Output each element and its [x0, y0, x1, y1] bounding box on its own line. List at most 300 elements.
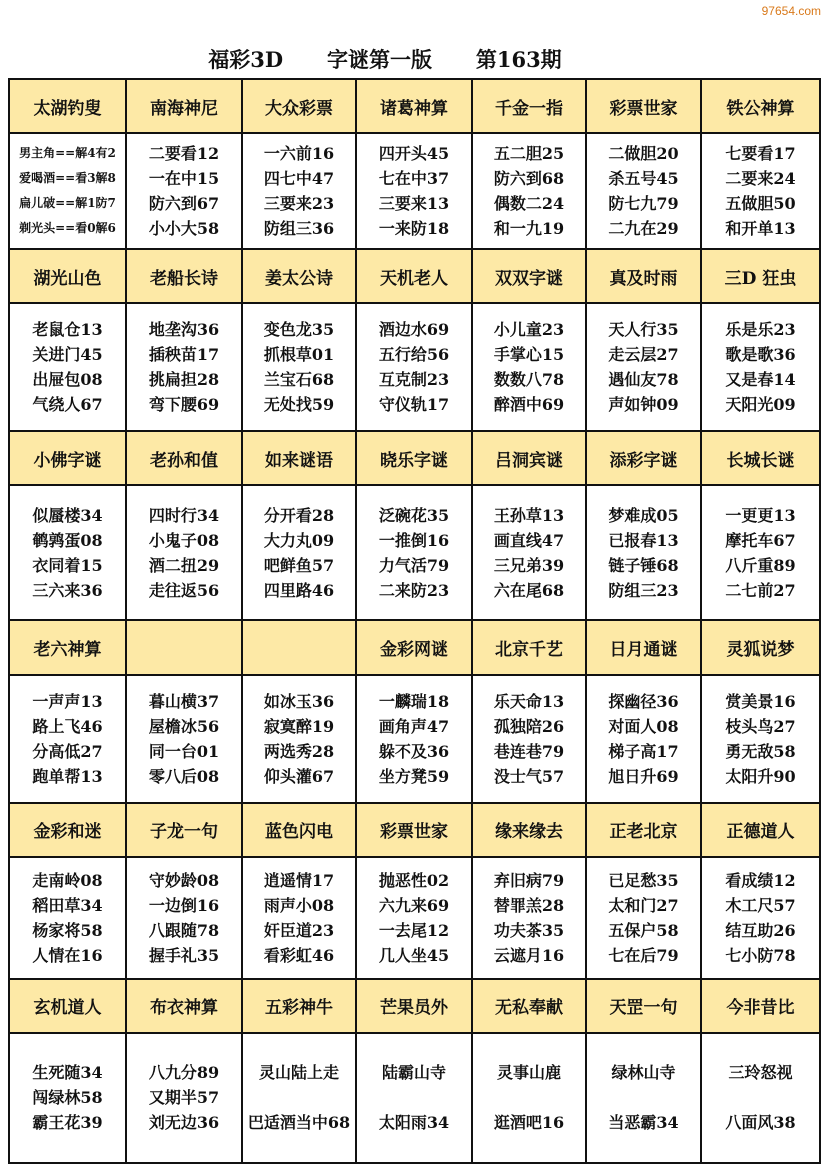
- puzzle-line: 三兄弟39: [493, 555, 565, 575]
- puzzle-line: 巷连巷79: [493, 741, 565, 761]
- column-header: [242, 431, 356, 485]
- column-header: [9, 431, 126, 485]
- puzzle-line: 逛酒吧16: [493, 1113, 565, 1133]
- puzzle-cell: [126, 675, 242, 803]
- puzzle-line: 太和门27: [608, 895, 679, 915]
- puzzle-line: 看成绩12: [725, 870, 796, 890]
- puzzle-cell: [586, 1033, 701, 1163]
- puzzle-line: 没士气57: [493, 766, 565, 786]
- puzzle-line: 防六到67: [148, 194, 220, 214]
- column-header-label: 五彩神牛: [265, 998, 333, 1019]
- puzzle-line: 分高低27: [32, 741, 103, 761]
- column-header: [472, 431, 586, 485]
- column-header-label: 布衣神算: [150, 998, 218, 1019]
- puzzle-line: 歌是歌36: [725, 345, 796, 365]
- puzzle-line: 躲不及36: [378, 741, 450, 761]
- puzzle-line: 手掌心15: [493, 345, 565, 365]
- puzzle-line: 小小大58: [148, 219, 220, 239]
- puzzle-line: 遇仙友78: [608, 370, 679, 390]
- column-header: [472, 803, 586, 857]
- puzzle-line: 七小防78: [725, 945, 796, 965]
- column-header-label: 长城长谜: [726, 450, 795, 471]
- column-header: [126, 431, 242, 485]
- puzzle-line: 七在中37: [378, 169, 450, 189]
- puzzle-cell: [701, 1033, 820, 1163]
- puzzle-cell: [9, 1033, 126, 1163]
- puzzle-line: 地垄沟36: [148, 320, 220, 340]
- puzzle-cell: [586, 485, 701, 620]
- puzzle-line: 旭日升69: [608, 766, 679, 786]
- puzzle-line: 生死随34: [32, 1063, 103, 1083]
- puzzle-line: 衣同着15: [32, 555, 103, 575]
- column-header-label: 正德道人: [726, 822, 795, 843]
- puzzle-line: 老鼠仓13: [32, 320, 103, 340]
- puzzle-line: 同一台01: [148, 741, 220, 761]
- column-header-label: 湖光山色: [33, 268, 102, 289]
- puzzle-cell: [586, 133, 701, 249]
- puzzle-line: 如冰玉36: [263, 691, 335, 711]
- column-header: [586, 620, 701, 674]
- puzzle-cell: [9, 857, 126, 979]
- puzzle-line: 三六来36: [32, 580, 103, 600]
- puzzle-line: [243, 1085, 355, 1110]
- puzzle-line: 剃光头==看0解6: [19, 221, 116, 236]
- puzzle-cell: [126, 303, 242, 431]
- puzzle-cell: [701, 857, 820, 979]
- column-header-label: 灵狐说梦: [726, 639, 795, 660]
- puzzle-line: 走云层27: [608, 345, 679, 365]
- puzzle-line: 一边倒16: [148, 895, 220, 915]
- puzzle-line: 陆霸山寺: [381, 1063, 446, 1083]
- puzzle-line: 太阳雨34: [378, 1113, 450, 1133]
- puzzle-line: 爱喝酒==看3解8: [19, 171, 116, 186]
- puzzle-line: 弯下腰69: [148, 395, 220, 415]
- puzzle-line: 雨声小08: [263, 895, 335, 915]
- puzzle-line: 无处找59: [263, 395, 335, 415]
- puzzle-line: 一在中15: [148, 169, 220, 189]
- puzzle-line: 乐是乐23: [725, 320, 796, 340]
- puzzle-cell: [586, 857, 701, 979]
- column-header: [126, 979, 242, 1033]
- column-header-label: 金彩网谜: [380, 639, 448, 660]
- puzzle-cell: [701, 303, 820, 431]
- puzzle-line: 二七前27: [725, 580, 796, 600]
- puzzle-line: 已足愁35: [608, 870, 679, 890]
- column-header: [356, 431, 472, 485]
- column-header-label: 无私奉献: [495, 998, 563, 1019]
- puzzle-line: 关进门45: [32, 345, 103, 365]
- puzzle-line: 梦难成05: [608, 505, 679, 525]
- puzzle-line: 扁儿破==解1防7: [19, 196, 116, 211]
- column-header: [701, 803, 820, 857]
- column-header-label: 老船长诗: [150, 268, 218, 289]
- puzzle-line: 又期半57: [148, 1088, 220, 1108]
- puzzle-line: 天阳光09: [725, 395, 796, 415]
- column-header: [242, 249, 356, 303]
- puzzle-line: 一声声13: [32, 691, 103, 711]
- column-header: [586, 249, 701, 303]
- puzzle-line: 霸王花39: [32, 1113, 103, 1133]
- puzzle-cell: [9, 133, 126, 249]
- puzzle-grid: [8, 78, 821, 1164]
- puzzle-line: [702, 1085, 819, 1110]
- puzzle-line: 五二胆25: [493, 144, 565, 164]
- puzzle-cell: [356, 857, 472, 979]
- puzzle-line: 一来防18: [378, 219, 450, 239]
- column-header: [586, 979, 701, 1033]
- puzzle-line: 六九来69: [378, 895, 450, 915]
- puzzle-line: 声如钟09: [608, 395, 679, 415]
- puzzle-cell: [9, 675, 126, 803]
- puzzle-line: 五做胆50: [725, 194, 796, 214]
- puzzle-line: 三玲怒视: [728, 1063, 793, 1083]
- puzzle-line: 和一九19: [493, 219, 565, 239]
- column-header: [9, 79, 126, 133]
- puzzle-line: 和开单13: [725, 219, 796, 239]
- puzzle-cell: [356, 675, 472, 803]
- puzzle-cell: [701, 133, 820, 249]
- puzzle-line: 枝头鸟27: [725, 716, 796, 736]
- column-header: [472, 249, 586, 303]
- puzzle-line: 绿林山寺: [611, 1063, 676, 1083]
- puzzle-cell: [356, 485, 472, 620]
- puzzle-line: 五保户58: [608, 920, 679, 940]
- content-row: [9, 675, 820, 803]
- puzzle-cell: [242, 303, 356, 431]
- content-row: [9, 857, 820, 979]
- column-header: [356, 249, 472, 303]
- content-row: [9, 1033, 820, 1163]
- puzzle-line: 结互助26: [725, 920, 796, 940]
- column-header-label: 添彩字谜: [609, 450, 678, 471]
- column-header-label: 真及时雨: [609, 268, 678, 289]
- puzzle-line: 画角声47: [378, 716, 450, 736]
- puzzle-line: 二要来24: [725, 169, 796, 189]
- puzzle-cell: [9, 485, 126, 620]
- puzzle-cell: [356, 133, 472, 249]
- column-header: [701, 249, 820, 303]
- puzzle-cell: [472, 1033, 586, 1163]
- puzzle-line: 防组三23: [608, 580, 679, 600]
- puzzle-line: 防七九79: [608, 194, 679, 214]
- puzzle-line: 天人行35: [608, 320, 679, 340]
- puzzle-line: 太阳升90: [725, 766, 796, 786]
- puzzle-cell: [126, 1033, 242, 1163]
- puzzle-line: 三要来13: [378, 194, 450, 214]
- puzzle-cell: [701, 675, 820, 803]
- header-row: [9, 431, 820, 485]
- puzzle-line: 出屉包08: [32, 370, 103, 390]
- puzzle-line: 兰宝石68: [263, 370, 335, 390]
- page-title: 福彩3D 字谜第一版 第163期: [208, 47, 562, 72]
- column-header-label: 正老北京: [609, 822, 678, 843]
- column-header-label: 铁公神算: [726, 98, 795, 119]
- puzzle-line: 挑扁担28: [148, 370, 220, 390]
- puzzle-line: 三要来23: [263, 194, 335, 214]
- puzzle-line: [587, 1085, 700, 1110]
- puzzle-line: 一更更13: [725, 505, 796, 525]
- puzzle-line: 逍遥情17: [263, 870, 335, 890]
- puzzle-line: 走往返56: [148, 580, 220, 600]
- puzzle-line: 一去尾12: [378, 920, 450, 940]
- column-header: [356, 79, 472, 133]
- puzzle-line: 暮山横37: [148, 691, 220, 711]
- puzzle-cell: [242, 1033, 356, 1163]
- puzzle-line: 梯子高17: [608, 741, 679, 761]
- puzzle-line: 一麟瑞18: [378, 691, 450, 711]
- puzzle-line: 酒边水69: [378, 320, 450, 340]
- puzzle-line: 看彩虹46: [263, 945, 335, 965]
- puzzle-line: 互克制23: [378, 370, 450, 390]
- column-header: [9, 249, 126, 303]
- column-header: [356, 620, 472, 674]
- column-header: [586, 431, 701, 485]
- column-header: [126, 79, 242, 133]
- column-header-label: 日月通谜: [609, 639, 678, 660]
- puzzle-cell: [356, 303, 472, 431]
- puzzle-line: 八斤重89: [725, 555, 796, 575]
- column-header-label: 子龙一句: [150, 822, 218, 843]
- column-header: [356, 803, 472, 857]
- column-header: [586, 79, 701, 133]
- puzzle-line: 小儿童23: [493, 320, 565, 340]
- puzzle-cell: [242, 485, 356, 620]
- puzzle-line: 分开看28: [263, 505, 335, 525]
- puzzle-line: 八九分89: [148, 1063, 220, 1083]
- column-header-label: 彩票世家: [380, 822, 448, 843]
- puzzle-line: 对面人08: [608, 716, 679, 736]
- column-header-label: 芒果员外: [380, 998, 448, 1019]
- column-header-label: 天罡一句: [609, 998, 678, 1019]
- puzzle-line: 探幽径36: [608, 691, 679, 711]
- puzzle-line: 鹌鹑蛋08: [32, 530, 103, 550]
- puzzle-line: 灵山陆上走: [258, 1063, 339, 1083]
- puzzle-line: 功夫茶35: [493, 920, 565, 940]
- column-header-label: 今非昔比: [726, 998, 795, 1019]
- column-header: [9, 620, 126, 674]
- puzzle-line: 似蜃楼34: [32, 505, 103, 525]
- puzzle-line: 守仪轨17: [378, 395, 450, 415]
- column-header-label: 千金一指: [495, 98, 563, 119]
- column-header: [472, 979, 586, 1033]
- puzzle-line: 路上飞46: [32, 716, 103, 736]
- puzzle-line: 巴适酒当中68: [247, 1113, 351, 1133]
- column-header: [356, 979, 472, 1033]
- puzzle-line: 六在尾68: [493, 580, 565, 600]
- puzzle-line: 几人坐45: [378, 945, 450, 965]
- puzzle-line: 醉酒中69: [493, 395, 565, 415]
- puzzle-line: 二九在29: [608, 219, 679, 239]
- puzzle-cell: [701, 485, 820, 620]
- puzzle-line: 泛碗花35: [378, 505, 450, 525]
- column-header: [9, 979, 126, 1033]
- puzzle-cell: [242, 675, 356, 803]
- column-header: [126, 803, 242, 857]
- puzzle-line: 气绕人67: [32, 395, 103, 415]
- puzzle-line: 跑单帮13: [32, 766, 103, 786]
- puzzle-cell: [9, 303, 126, 431]
- puzzle-line: 七在后79: [608, 945, 679, 965]
- puzzle-cell: [242, 133, 356, 249]
- puzzle-line: 人情在16: [32, 945, 103, 965]
- header-row: [9, 620, 820, 674]
- puzzle-line: 木工尺57: [725, 895, 796, 915]
- site-watermark: 97654.com: [761, 4, 821, 18]
- puzzle-line: 数数八78: [493, 370, 565, 390]
- puzzle-line: 刘无边36: [148, 1113, 220, 1133]
- puzzle-line: 走南岭08: [32, 870, 103, 890]
- content-row: [9, 133, 820, 249]
- column-header: [472, 620, 586, 674]
- column-header: [586, 803, 701, 857]
- column-header-label: 老孙和值: [150, 450, 218, 471]
- puzzle-line: 四里路46: [263, 580, 335, 600]
- puzzle-line: 大力丸09: [263, 530, 335, 550]
- puzzle-line: 小鬼子08: [148, 530, 220, 550]
- column-header-label: 晓乐字谜: [380, 450, 448, 471]
- content-row: [9, 485, 820, 620]
- puzzle-cell: [586, 303, 701, 431]
- column-header: [242, 803, 356, 857]
- puzzle-line: 灵事山鹿: [496, 1063, 561, 1083]
- header-row: [9, 803, 820, 857]
- puzzle-line: 八面风38: [725, 1113, 796, 1133]
- puzzle-line: 王孙草13: [493, 505, 565, 525]
- puzzle-line: 画直线47: [493, 530, 565, 550]
- puzzle-line: 弃旧病79: [493, 870, 565, 890]
- puzzle-line: 已报春13: [608, 530, 679, 550]
- puzzle-cell: [126, 857, 242, 979]
- puzzle-cell: [126, 133, 242, 249]
- puzzle-line: 一六前16: [263, 144, 335, 164]
- puzzle-line: 勇无敌58: [725, 741, 796, 761]
- puzzle-line: 赏美景16: [725, 691, 796, 711]
- puzzle-line: 替罪羔28: [493, 895, 565, 915]
- puzzle-cell: [472, 303, 586, 431]
- puzzle-line: 力气活79: [378, 555, 450, 575]
- puzzle-line: 抛恶性02: [378, 870, 450, 890]
- puzzle-line: 四时行34: [148, 505, 220, 525]
- puzzle-line: 屋檐冰56: [148, 716, 220, 736]
- column-header: [126, 620, 242, 674]
- puzzle-line: 闯绿林58: [32, 1088, 103, 1108]
- puzzle-line: 握手礼35: [148, 945, 220, 965]
- puzzle-cell: [472, 675, 586, 803]
- puzzle-cell: [126, 485, 242, 620]
- puzzle-line: [473, 1085, 585, 1110]
- puzzle-line: 守妙龄08: [148, 870, 220, 890]
- column-header-label: 大众彩票: [265, 98, 333, 119]
- puzzle-line: [357, 1085, 471, 1110]
- column-header: [9, 803, 126, 857]
- puzzle-cell: [242, 857, 356, 979]
- column-header: [701, 431, 820, 485]
- puzzle-line: 四开头45: [378, 144, 450, 164]
- puzzle-line: 吧鲜鱼57: [263, 555, 335, 575]
- column-header: [242, 620, 356, 674]
- puzzle-line: 插秧苗17: [148, 345, 220, 365]
- puzzle-line: 防六到68: [493, 169, 565, 189]
- column-header: [242, 79, 356, 133]
- column-header-label: 彩票世家: [609, 98, 678, 119]
- puzzle-line: 二做胆20: [608, 144, 679, 164]
- puzzle-line: 男主角==解4有2: [19, 146, 116, 161]
- column-header-label: 太湖钓叟: [33, 98, 102, 119]
- column-header-label: 双双字谜: [495, 268, 563, 289]
- column-header-label: 天机老人: [380, 268, 448, 289]
- puzzle-line: 七要看17: [725, 144, 796, 164]
- column-header: [242, 979, 356, 1033]
- puzzle-line: 仰头灌67: [263, 766, 335, 786]
- puzzle-cell: [472, 485, 586, 620]
- column-header-label: 吕洞宾谜: [495, 450, 563, 471]
- puzzle-line: 摩托车67: [725, 530, 796, 550]
- puzzle-line: 乐天命13: [493, 691, 565, 711]
- column-header-label: 玄机道人: [33, 998, 102, 1019]
- column-header-label: 三D 狂虫: [724, 268, 797, 289]
- column-header-label: 老六神算: [33, 639, 102, 660]
- puzzle-line: 五行给56: [378, 345, 450, 365]
- header-row: [9, 249, 820, 303]
- column-header: [701, 79, 820, 133]
- column-header-label: 金彩和迷: [33, 822, 102, 843]
- content-row: [9, 303, 820, 431]
- column-header-label: 小佛字谜: [33, 450, 102, 471]
- puzzle-line: 奸臣道23: [263, 920, 335, 940]
- puzzle-line: 坐方凳59: [378, 766, 450, 786]
- puzzle-line: 防组三36: [263, 219, 335, 239]
- column-header-label: 姜太公诗: [265, 268, 333, 289]
- puzzle-line: 变色龙35: [263, 320, 335, 340]
- column-header: [701, 979, 820, 1033]
- puzzle-line: 两选秀28: [263, 741, 335, 761]
- column-header-label: 蓝色闪电: [265, 822, 333, 843]
- puzzle-line: 杨家将58: [32, 920, 103, 940]
- column-header-label: 如来谜语: [265, 450, 333, 471]
- column-header: [126, 249, 242, 303]
- column-header: [701, 620, 820, 674]
- column-header-label: 南海神尼: [150, 98, 218, 119]
- puzzle-line: 又是春14: [725, 370, 796, 390]
- puzzle-line: 八跟随78: [148, 920, 220, 940]
- puzzle-line: 寂寞醉19: [263, 716, 335, 736]
- puzzle-line: 链子锤68: [608, 555, 679, 575]
- puzzle-line: 杀五号45: [608, 169, 679, 189]
- puzzle-line: 稻田草34: [32, 895, 103, 915]
- puzzle-line: 云遮月16: [493, 945, 565, 965]
- column-header: [472, 79, 586, 133]
- puzzle-cell: [472, 133, 586, 249]
- puzzle-line: 偶数二24: [493, 194, 565, 214]
- column-header-label: 诸葛神算: [380, 98, 448, 119]
- puzzle-cell: [586, 675, 701, 803]
- header-row: [9, 79, 820, 133]
- puzzle-line: 孤独陪26: [493, 716, 565, 736]
- puzzle-line: 零八后08: [148, 766, 220, 786]
- puzzle-line: 四七中47: [263, 169, 335, 189]
- puzzle-line: 酒二扭29: [148, 555, 220, 575]
- puzzle-cell: [472, 857, 586, 979]
- puzzle-line: 二要看12: [148, 144, 220, 164]
- puzzle-line: 当恶霸34: [608, 1113, 679, 1133]
- puzzle-line: 抓根草01: [263, 345, 335, 365]
- column-header-label: 缘来缘去: [495, 822, 563, 843]
- puzzle-cell: [356, 1033, 472, 1163]
- header-row: [9, 979, 820, 1033]
- puzzle-line: 一推倒16: [378, 530, 450, 550]
- puzzle-line: 二来防23: [378, 580, 450, 600]
- column-header-label: 北京千艺: [495, 639, 563, 660]
